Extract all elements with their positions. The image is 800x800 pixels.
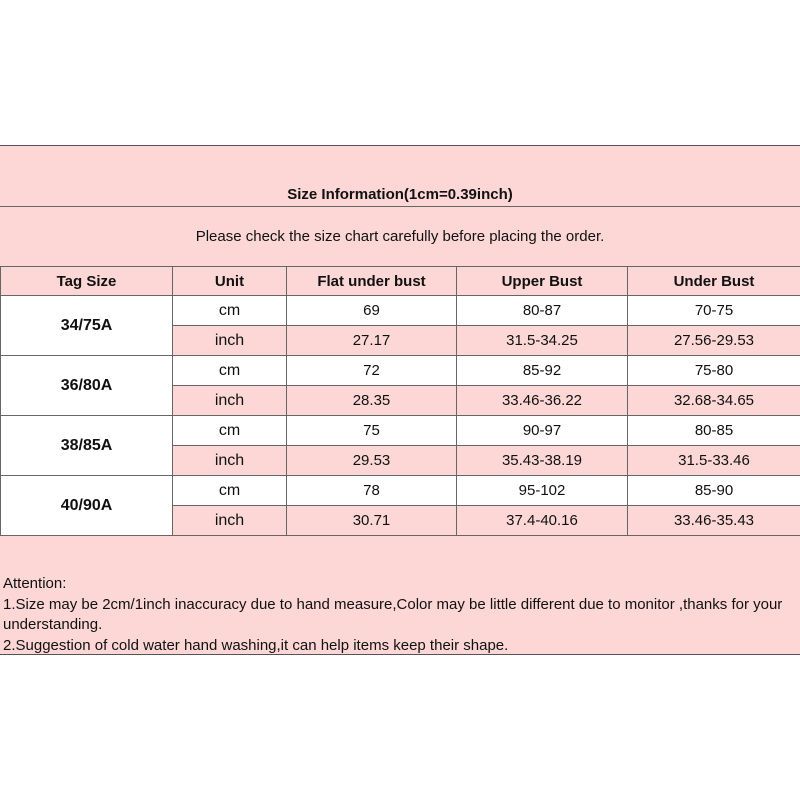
under-bust-cell: 75-80 xyxy=(628,356,800,386)
attention-heading: Attention: xyxy=(3,575,67,592)
attention-note xyxy=(3,574,798,656)
unit-cell: cm xyxy=(173,296,287,326)
unit-cell: inch xyxy=(173,446,287,476)
header-flat-under-bust: Flat under bust xyxy=(287,267,457,296)
tag-size-cell: 34/75A xyxy=(1,296,173,356)
upper-bust-cell: 31.5-34.25 xyxy=(457,326,628,356)
attention-line-1: 1.Size may be 2cm/1inch inaccuracy due to hand measure,Color may be little different due to monitor ,thanks for your understanding. xyxy=(3,595,783,633)
header-upper-bust: Upper Bust xyxy=(457,267,628,296)
unit-cell: cm xyxy=(173,476,287,506)
table-row xyxy=(1,356,800,386)
flat-under-bust-cell: 28.35 xyxy=(287,386,457,416)
chart-subtitle: Please check the size chart carefully before placing the order. xyxy=(195,228,605,245)
flat-under-bust-cell: 72 xyxy=(287,356,457,386)
upper-bust-cell: 37.4-40.16 xyxy=(457,506,628,536)
flat-under-bust-cell: 75 xyxy=(287,416,457,446)
unit-cell: cm xyxy=(173,416,287,446)
flat-under-bust-cell: 30.71 xyxy=(287,506,457,536)
upper-bust-cell: 33.46-36.22 xyxy=(457,386,628,416)
unit-cell: inch xyxy=(173,506,287,536)
under-bust-cell: 31.5-33.46 xyxy=(628,446,800,476)
upper-bust-cell: 95-102 xyxy=(457,476,628,506)
divider xyxy=(0,206,800,207)
flat-under-bust-cell: 27.17 xyxy=(287,326,457,356)
under-bust-cell: 33.46-35.43 xyxy=(628,506,800,536)
flat-under-bust-cell: 29.53 xyxy=(287,446,457,476)
upper-bust-cell: 35.43-38.19 xyxy=(457,446,628,476)
table-row xyxy=(1,416,800,446)
chart-title: Size Information(1cm=0.39inch) xyxy=(287,186,513,203)
unit-cell: cm xyxy=(173,356,287,386)
attention-line-2: 2.Suggestion of cold water hand washing,it can help items keep their shape. xyxy=(3,636,509,654)
upper-bust-cell: 85-92 xyxy=(457,356,628,386)
size-chart-panel xyxy=(0,145,800,655)
flat-under-bust-cell: 78 xyxy=(287,476,457,506)
table-row xyxy=(1,476,800,506)
tag-size-cell: 40/90A xyxy=(1,476,173,536)
under-bust-cell: 85-90 xyxy=(628,476,800,506)
tag-size-cell: 36/80A xyxy=(1,356,173,416)
unit-cell: inch xyxy=(173,326,287,356)
header-tag-size: Tag Size xyxy=(1,267,173,296)
upper-bust-cell: 90-97 xyxy=(457,416,628,446)
size-table xyxy=(0,266,800,536)
under-bust-cell: 80-85 xyxy=(628,416,800,446)
header-under-bust: Under Bust xyxy=(628,267,800,296)
table-header-row xyxy=(1,267,800,296)
under-bust-cell: 27.56-29.53 xyxy=(628,326,800,356)
flat-under-bust-cell: 69 xyxy=(287,296,457,326)
upper-bust-cell: 80-87 xyxy=(457,296,628,326)
unit-cell: inch xyxy=(173,386,287,416)
tag-size-cell: 38/85A xyxy=(1,416,173,476)
under-bust-cell: 70-75 xyxy=(628,296,800,326)
under-bust-cell: 32.68-34.65 xyxy=(628,386,800,416)
table-row xyxy=(1,296,800,326)
header-unit: Unit xyxy=(173,267,287,296)
